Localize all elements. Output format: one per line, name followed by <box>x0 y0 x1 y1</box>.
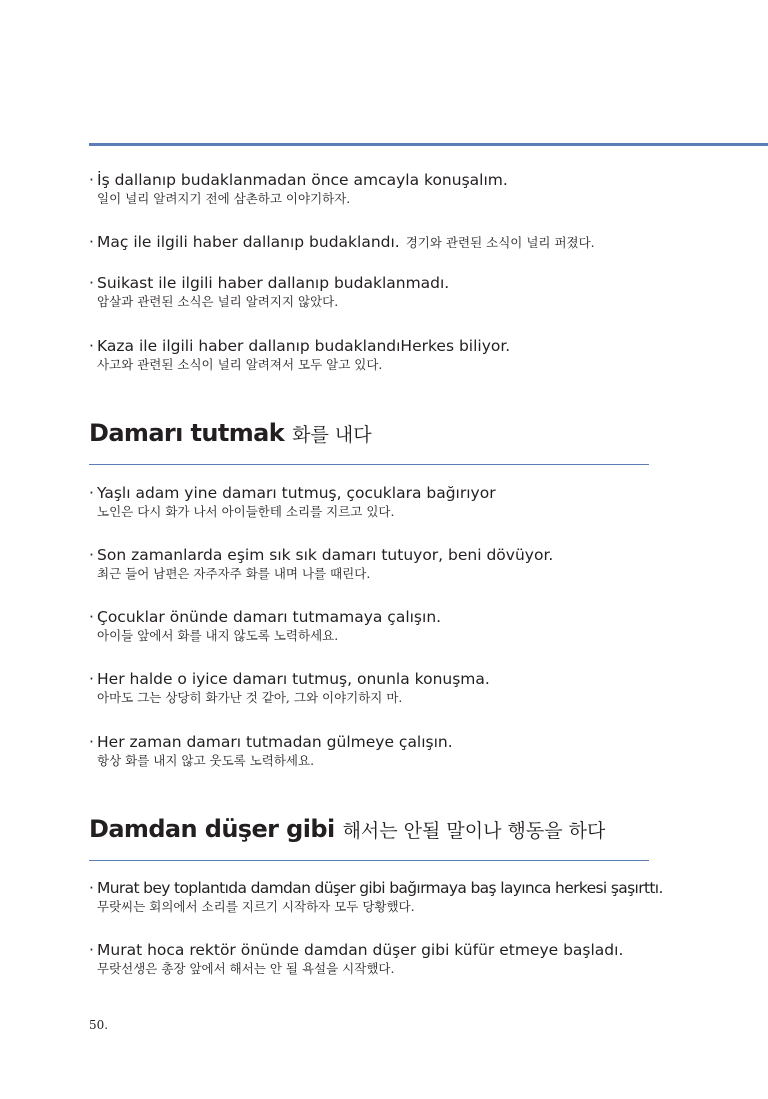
example-korean: 무랏선생은 총장 앞에서 해서는 안 될 욕설을 시작했다. <box>97 961 395 976</box>
example-turkish: İş dallanıp budaklanmadan önce amcayla konuşalım. <box>97 171 508 189</box>
idiom-meaning: 해서는 안될 말이나 행동을 하다 <box>342 820 606 842</box>
bullet: · <box>89 337 94 355</box>
bullet: · <box>89 670 94 688</box>
idiom-title: Damdan düşer gibi <box>89 815 335 843</box>
example-korean: 사고와 관련된 소식이 널리 알려져서 모두 알고 있다. <box>97 357 383 372</box>
example-turkish: Her zaman damarı tutmadan gülmeye çalışın. <box>97 733 453 751</box>
idiom-heading <box>89 419 372 447</box>
example-turkish: Son zamanlarda eşim sık sık damarı tutuyor, beni dövüyor. <box>97 546 554 564</box>
idiom-title: Damarı tutmak <box>89 419 285 447</box>
example-korean: 아이들 앞에서 화를 내지 않도록 노력하세요. <box>97 628 339 643</box>
example-item <box>89 170 749 207</box>
example-item <box>89 232 749 253</box>
top-rule <box>89 143 768 146</box>
example-korean: 경기와 관련된 소식이 널리 퍼졌다. <box>405 235 595 250</box>
example-item <box>89 545 749 582</box>
bullet: · <box>89 546 94 564</box>
example-item <box>89 878 749 915</box>
bullet: · <box>89 274 94 292</box>
idiom-meaning: 화를 내다 <box>292 424 372 446</box>
example-item <box>89 483 749 520</box>
bullet: · <box>89 484 94 502</box>
example-korean: 최근 들어 남편은 자주자주 화를 내며 나를 때린다. <box>97 566 371 581</box>
example-item <box>89 940 749 977</box>
example-korean: 아마도 그는 상당히 화가난 것 같아, 그와 이야기하지 마. <box>97 690 403 705</box>
heading-rule <box>89 860 649 861</box>
example-korean: 일이 널리 알려지기 전에 삼촌하고 이야기하자. <box>97 191 351 206</box>
bullet: · <box>89 941 94 959</box>
example-turkish: Kaza ile ilgili haber dallanıp budaklandıHerkes biliyor. <box>97 337 511 355</box>
example-item <box>89 336 749 373</box>
example-item <box>89 669 749 706</box>
example-korean: 항상 화를 내지 않고 웃도록 노력하세요. <box>97 753 315 768</box>
example-korean: 노인은 다시 화가 나서 아이들한테 소리를 지르고 있다. <box>97 504 395 519</box>
example-item <box>89 732 749 769</box>
example-turkish: Çocuklar önünde damarı tutmamaya çalışın. <box>97 608 442 626</box>
example-turkish: Maç ile ilgili haber dallanıp budaklandı. <box>97 233 400 251</box>
example-turkish: Suikast ile ilgili haber dallanıp budaklanmadı. <box>97 274 450 292</box>
example-turkish: Her halde o iyice damarı tutmuş, onunla konuşma. <box>97 670 490 688</box>
example-korean: 암살과 관련된 소식은 널리 알려지지 않았다. <box>97 294 339 309</box>
bullet: · <box>89 879 94 897</box>
bullet: · <box>89 733 94 751</box>
example-turkish: Yaşlı adam yine damarı tutmuş, çocuklara bağırıyor <box>97 484 496 502</box>
bullet: · <box>89 171 94 189</box>
idiom-heading <box>89 815 605 843</box>
example-korean: 무랏씨는 회의에서 소리를 지르기 시작하자 모두 당황했다. <box>97 899 415 914</box>
bullet: · <box>89 608 94 626</box>
heading-rule <box>89 464 649 465</box>
example-item <box>89 273 749 310</box>
example-item <box>89 607 749 644</box>
page-number: 50. <box>89 1018 109 1032</box>
example-turkish: Murat bey toplantıda damdan düşer gibi bağırmaya baş layınca herkesi şaşırttı. <box>97 879 663 897</box>
example-turkish: Murat hoca rektör önünde damdan düşer gibi küfür etmeye başladı. <box>97 941 624 959</box>
bullet: · <box>89 233 94 251</box>
